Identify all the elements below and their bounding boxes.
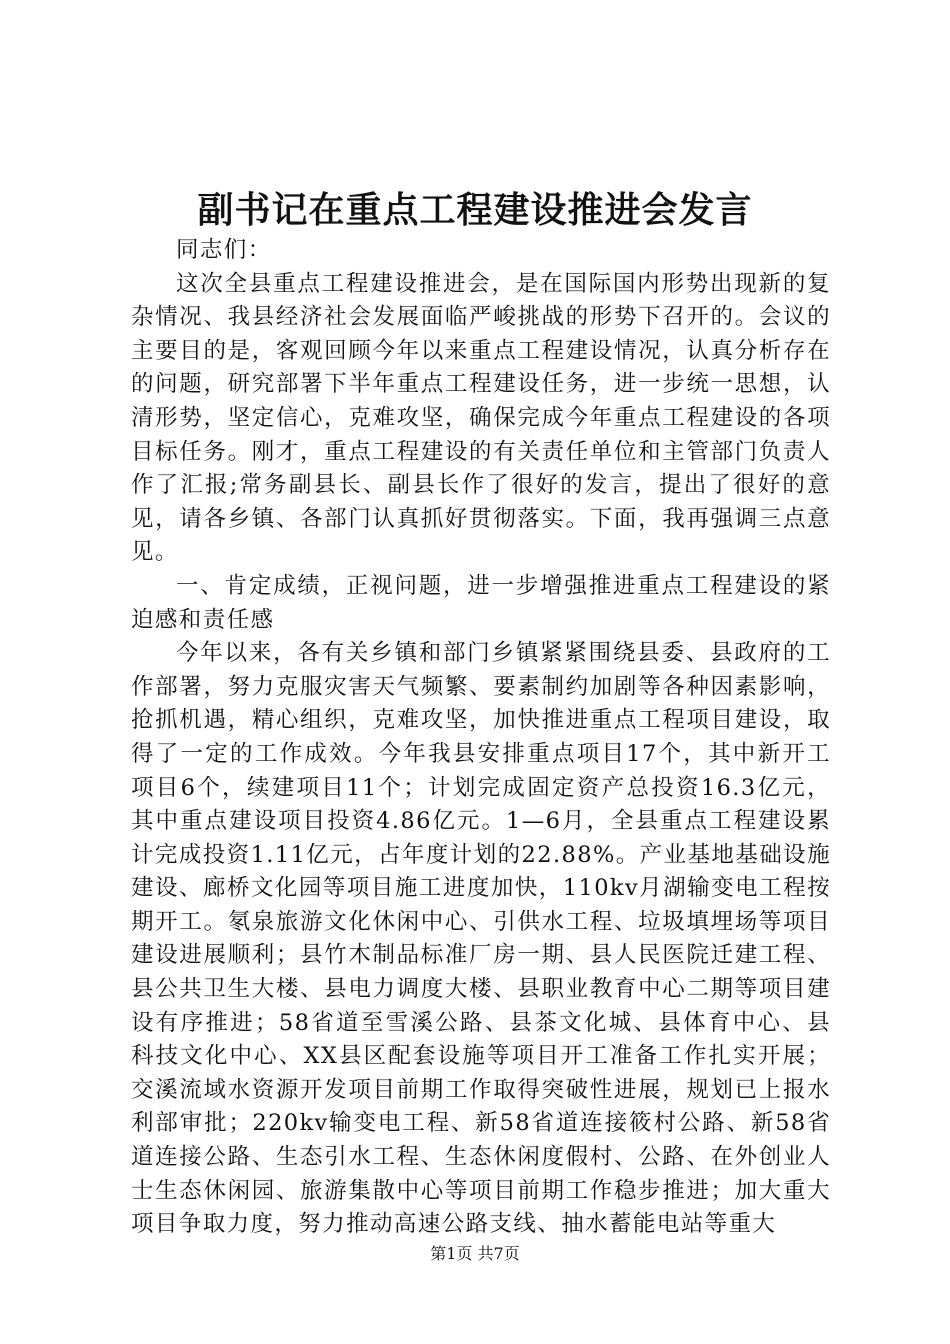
section-heading-1: 一、肯定成绩，正视问题，进一步增强推进重点工程建设的紧迫感和责任感 bbox=[131, 572, 831, 633]
page-number: 第1页 共7页 bbox=[430, 1244, 520, 1263]
paragraph-achievements: 今年以来，各有关乡镇和部门乡镇紧紧围绕县委、县政府的工作部署，努力克服灾害天气频繁、要素制约加剧等各种因素影响，抢抓机遇，精心组织，克难攻坚，加快推进重点工程项目建设，取得了一定的工作成效。今年我县安排重点项目17个，其中新开工项目6个，续建项目11个；计划完成固定资产总投资16.3亿元，其中重点建设项目投资4.86亿元。1—6月，全县重点工程建设累计完成投资1.11亿元，占年度计划的22.88%。产业基地基础设施建设、廊桥文化园等项目施工进度加快，110kv月湖输变电工程按期开工。氡泉旅游文化休闲中心、引供水工程、垃圾填埋场等项目建设进展顺利；县竹木制品标准厂房一期、县人民医院迁建工程、县公共卫生大楼、县电力调度大楼、县职业教育中心二期等项目建设有序推进；58省道至雪溪公路、县茶文化城、县体育中心、县科技文化中心、XX县区配套设施等项目开工准备工作扎实开展；交溪流域水资源开发项目前期工作取得突破性进展，规划已上报水利部审批；220kv输变电工程、新58省道连接筱村公路、新58省道连接公路、生态引水工程、生态休闲度假村、公路、在外创业人士生态休闲园、旅游集散中心等项目前期工作稳步推进；加大重大项目争取力度，努力推动高速公路支线、抽水蓄能电站等重大 bbox=[131, 640, 831, 1238]
document-title: 副书记在重点工程建设推进会发言 bbox=[197, 189, 753, 231]
paragraph-intro: 这次全县重点工程建设推进会，是在国际国内形势出现新的复杂情况、我县经济社会发展面临严峻挑战的形势下召开的。会议的主要目的是，客观回顾今年以来重点工程建设情况，认真分析存在的问题，研究部署下半年重点工程建设任务，进一步统一思想，认清形势，坚定信心，克难攻坚，确保完成今年重点工程建设的各项目标任务。刚才，重点工程建设的有关责任单位和主管部门负责人作了汇报;常务副县长、副县长作了很好的发言，提出了很好的意见，请各乡镇、各部门认真抓好贯彻落实。下面，我再强调三点意见。 bbox=[131, 270, 831, 566]
document-body bbox=[131, 234, 831, 1242]
greeting: 同志们： bbox=[176, 237, 272, 263]
